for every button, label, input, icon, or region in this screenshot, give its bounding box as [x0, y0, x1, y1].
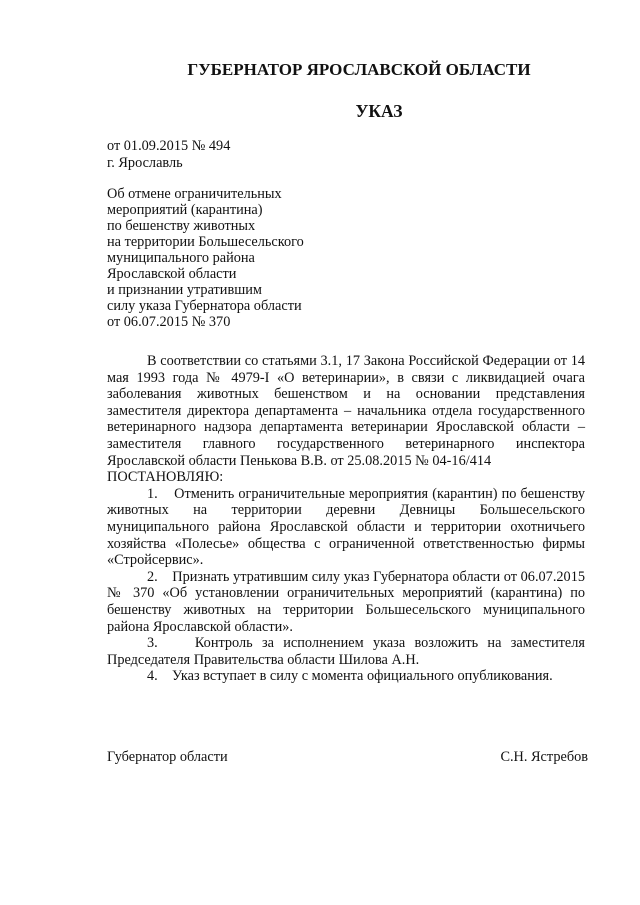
document-meta [107, 138, 230, 172]
subject-line: силу указа Губернатора области [107, 298, 302, 314]
subject-line: мероприятий (карантина) [107, 202, 263, 218]
subject-line: Ярославской области [107, 266, 237, 282]
decree-item-2: 2. Признать утратившим силу указ Губернатора области от 06.07.2015 № 370 «Об установлении ограничительных мероприятий (карантина) по бешенству животных на территории Большесельского муниципального района Ярославской области». [107, 568, 585, 635]
issuing-authority: ГУБЕРНАТОР ЯРОСЛАВСКОЙ ОБЛАСТИ [187, 60, 531, 79]
decree-item-1: 1. Отменить ограничительные мероприятия (карантин) по бешенству животных на территории деревни Девницы Большесельского муниципального района Ярославской области и территории охотничьего хозяйства «Полесье» общества с ограниченной ответственностью фирмы «Стройсервис». [107, 485, 585, 569]
preamble-paragraph: В соответствии со статьями 3.1, 17 Закона Российской Федерации от 14 мая 1993 года № 4979-I «О ветеринарии», в связи с ликвидацией очага заболевания животных бешенством и на основании представления заместителя директора департамента – начальника отдела государственного ветеринарного надзора департамента ветеринарии Ярославской области – заместителя главного государственного ветеринарного инспектора Ярославской области Пенькова В.В. от 25.08.2015 № 04-16/414 [107, 353, 585, 469]
signatory-name: С.Н. Ястребов [500, 749, 588, 765]
document-type: УКАЗ [355, 101, 403, 121]
decree-word: ПОСТАНОВЛЯЮ: [107, 469, 224, 486]
subject-line: от 06.07.2015 № 370 [107, 314, 231, 330]
document-subject [107, 186, 304, 330]
decree-item-4: 4. Указ вступает в силу с момента официального опубликования. [147, 668, 553, 685]
subject-line: Об отмене ограничительных [107, 186, 282, 202]
date-and-number: от 01.09.2015 № 494 [107, 138, 231, 154]
document-body [107, 353, 585, 685]
issue-city: г. Ярославль [107, 155, 183, 171]
subject-line: муниципального района [107, 250, 255, 266]
subject-line: на территории Большесельского [107, 234, 304, 250]
decree-item-3: 3. Контроль за исполнением указа возложить на заместителя Председателя Правительства области Шилова А.Н. [107, 635, 585, 668]
signatory-position: Губернатор области [107, 749, 228, 765]
subject-line: и признании утратившим [107, 282, 262, 298]
subject-line: по бешенству животных [107, 218, 256, 234]
